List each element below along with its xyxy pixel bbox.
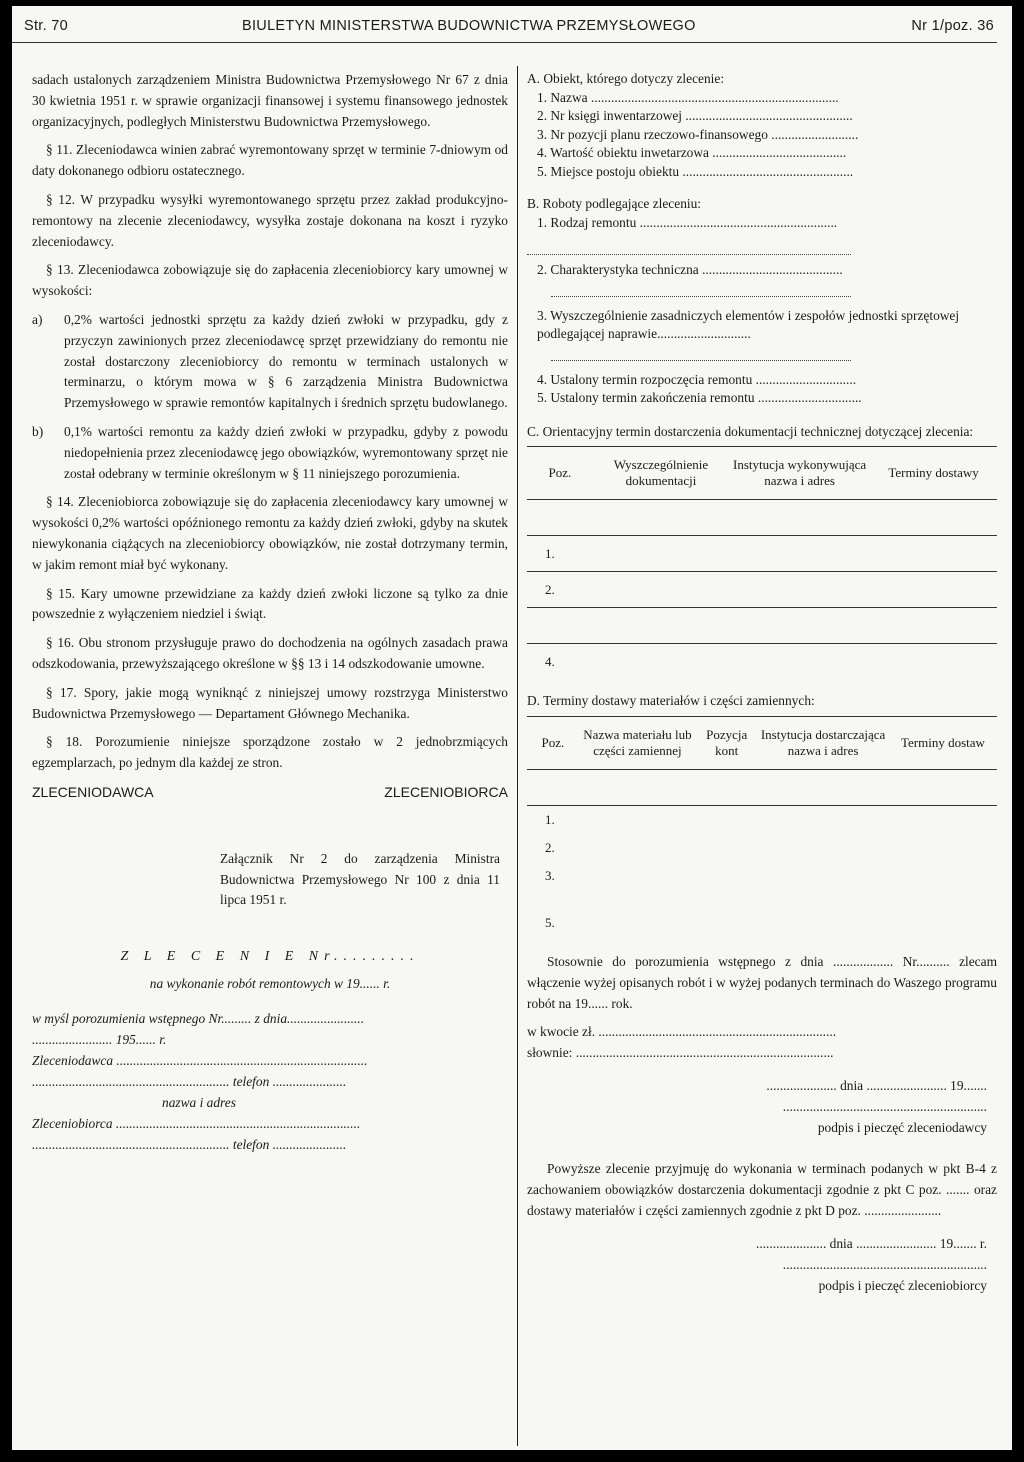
paragraph-11: § 11. Zleceniodawca winien zabrać wyremontowany sprzęt w terminie 7-dniowym od daty dokonanego odbioru ostatecznego. [32,142,508,179]
table-header-row [527,717,997,770]
contractor-signature-line: ............................................................. [782,1256,987,1272]
section-a-item: 5. Miejsce postoju obiektu ................................................... [537,163,854,179]
form-date: ........................ 195...... r. [32,1031,167,1047]
row-number: 2. [527,572,997,608]
form-agreement: w myśl porozumienia wstępnego Nr......... z dnia....................... [32,1010,365,1026]
section-b-item: 5. Ustalony termin zakończenia remontu ............................... [537,390,862,405]
amount-line: w kwocie zł. ....................................................................... [527,1024,837,1040]
table-header-row [527,447,997,500]
form-contractor: Zleceniobiorca ......................................................................... [32,1115,361,1131]
section-a [527,70,997,181]
col-header: Pozycja kont [696,717,757,770]
table-row [527,862,997,890]
row-number: 1. [527,536,997,572]
col-header: Wyszczególnienie dokumentacji [593,447,729,500]
paragraph-13b [32,422,508,484]
table-row [527,834,997,862]
dotted-line [551,280,851,297]
section-c-heading: C. Orientacyjny termin dostarczenia dokumentacji technicznej dotyczącej zlecenia: [527,423,974,439]
table-materials [527,716,997,932]
form-client-phone: ........................................................... telefon ...................... [32,1073,347,1089]
row-number: 5. [545,915,555,931]
row-number [527,608,997,644]
client-signature-line: ............................................................. [782,1099,987,1115]
commission-paragraph: Stosownie do porozumienia wstępnego z dnia .................. Nr.......... zlecam włączenie wyżej opisanych robót i w wyżej podanych terminach do Waszego programu robót na 19...... rok. [527,954,997,1011]
row-number [527,500,997,536]
paragraph-15: § 15. Kary umowne przewidziane za każdy dzień zwłoki liczone są tylko za dnie powszednie z wyłączeniem niedziel i świąt. [32,585,508,622]
row-number [527,770,997,806]
col-header: Terminy dostawy [870,447,997,500]
section-b-item: 3. Wyszczególnienie zasadniczych elementów i zespołów jednostki sprzętowej podlegającej naprawie............................ [537,307,960,341]
client-signature-caption: podpis i pieczęć zleceniodawcy [817,1120,987,1136]
row-number: 3. [545,868,555,884]
section-b [527,195,997,408]
table-row [527,890,997,932]
item-text: 0,1% wartości remontu za każdy dzień zwłoki w przypadku, gdyby z powodu niedopełnienia przez zleceniodawcę jego obowiązków, wyremontowany sprzęt nie został odebrany w terminie określonym w § 11 niniejszego porozumienia. [64,423,508,481]
item-text: 0,2% wartości jednostki sprzętu za każdy dzień zwłoki w przypadku, gdy z przyczyn zawinionych przez zleceniodawcę sprzęt przewidziany do remontu nie został dostarczony zleceniobiorcy do remontu w terminach ustalonych w terminarzu, o którym mowa w § 6 zarządzenia Ministra Budownictwa Przemysłowego w sprawie remontów kapitalnych i średnich sprzętu budowlanego. [64,311,508,411]
paragraph-13a [32,310,508,414]
col-header: Instytucja dostarczająca nazwa i adres [757,717,889,770]
dotted-line [551,344,851,361]
item-label: a) [32,311,43,327]
table-documentation [527,446,997,679]
left-column [32,70,508,1156]
section-a-item: 3. Nr pozycji planu rzeczowo-finansowego .......................... [537,126,859,142]
contractor-date-line: ..................... dnia ........................ 19....... r. [756,1235,987,1251]
table-row [527,608,997,644]
right-column [527,70,997,1297]
table-row [527,806,997,835]
table-row [527,572,997,608]
column-divider [517,66,518,1446]
section-d-heading: D. Terminy dostawy materiałów i części zamiennych: [527,693,815,709]
form-client: Zleceniodawca ........................................................................... [32,1052,368,1068]
contractor-signature-caption: podpis i pieczęć zleceniobiorcy [818,1277,987,1293]
col-header: Nazwa materiału lub części zamiennej [579,717,697,770]
col-header: Poz. [527,717,579,770]
acceptance-paragraph: Powyższe zlecenie przyjmuję do wykonania w terminach podanych w pkt B-4 z zachowaniem obowiązków dostarczenia dokumentacji zgodnie z pkt C poz. ....... oraz dostawy materiałów i części zamiennych zgodnie z pkt D poz. ....................... [527,1161,997,1219]
document-page [12,6,1012,1450]
section-b-item: 2. Charakterystyka techniczna .......................................... [537,262,843,277]
paragraph-13: § 13. Zleceniodawca zobowiązuje się do zapłacenia zleceniobiorcy kary umownej w wysokości: [32,262,508,299]
row-number: 1. [527,806,997,835]
header-rule [12,42,997,43]
section-a-item: 4. Wartość obiektu inwetarzowa ........................................ [537,145,847,160]
section-b-item: 1. Rodzaj remontu ........................................................... [537,214,838,230]
client-date-line: ..................... dnia ........................ 19....... [766,1078,987,1094]
intro-paragraph: sadach ustalonych zarządzeniem Ministra Budownictwa Przemysłowego Nr 67 z dnia 30 kwietnia 1951 r. w sprawie organizacji finansowej i systemu finansowego jednostek organizacyjnych, podległych Ministerstwu Budownictwa Przemysłowego. [32,72,508,129]
section-b-heading: B. Roboty podlegające zleceniu: [527,196,702,211]
sign-contractor: ZLECENIOBIORCA [384,783,508,800]
section-a-heading: A. Obiekt, którego dotyczy zlecenie: [527,71,725,86]
paragraph-12: § 12. W przypadku wysyłki wyremontowanego sprzętu przez zakład produkcyjno-remontowy na zlecenie zleceniodawcy, wysyłka zostaje dokonana na koszt i ryzyko zleceniodawcy. [32,191,508,249]
signatures-row [32,782,508,803]
bulletin-title: BIULETYN MINISTERSTWA BUDOWNICTWA PRZEMYSŁOWEGO [242,18,696,34]
paragraph-16: § 16. Obu stronom przysługuje prawo do dochodzenia na ogólnych zasadach prawa odszkodowania, przewyższającego określone w §§ 13 i 14 odszkodowanie umowne. [32,635,508,671]
amount-words-line: słownie: ............................................................................. [527,1045,834,1061]
row-number: 4. [527,644,997,680]
col-header: Terminy dostaw [889,717,997,770]
section-b-item: 4. Ustalony termin rozpoczęcia remontu .............................. [537,371,857,387]
section-a-item: 1. Nazwa .......................................................................... [537,89,839,105]
order-title: Z L E C E N I E Nr......... [120,949,420,965]
attachment-note: Załącznik Nr 2 do zarządzenia Ministra Budownictwa Przemysłowego Nr 100 z dnia 11 lipca 1951 r. [220,850,500,908]
row-number: 2. [545,840,555,856]
table-row [527,644,997,680]
table-row [527,500,997,536]
form-contractor-phone: ........................................................... telefon ...................... [32,1136,347,1152]
dotted-line [527,232,851,255]
order-subtitle: na wykonanie robót remontowych w 19...... r. [149,975,391,991]
col-header: Poz. [527,447,593,500]
sign-client: ZLECENIODAWCA [32,783,154,800]
issue-number: Nr 1/poz. 36 [911,18,994,34]
page-number: Str. 70 [24,18,69,34]
paragraph-18: § 18. Porozumienie niniejsze sporządzone zostało w 2 jednobrzmiących egzemplarzach, po jednym dla każdej ze stron. [32,734,508,771]
item-label: b) [32,423,44,439]
paragraph-17: § 17. Spory, jakie mogą wyniknąć z niniejszej umowy rozstrzyga Ministerstwo Budownictwa Przemysłowego — Departament Głównego Mechanika. [32,684,508,721]
paragraph-14: § 14. Zleceniobiorca zobowiązuje się do zapłacenia zleceniodawcy kary umownej w wysokości 0,2% wartości opóźnionego remontu za każdy dzień zwłoki, gdyby na skutek niewykonania ciążących na zleceniobiorcy obowiązków, nie został dotrzymany termin, w jakim remont miał być wykonany. [32,494,508,572]
col-header: Instytucja wykonywująca nazwa i adres [729,447,870,500]
page-header [24,16,994,40]
form-name-address-label: nazwa i adres [162,1094,236,1110]
section-a-item: 2. Nr księgi inwentarzowej .................................................. [537,108,853,123]
table-row [527,536,997,572]
table-row [527,770,997,806]
